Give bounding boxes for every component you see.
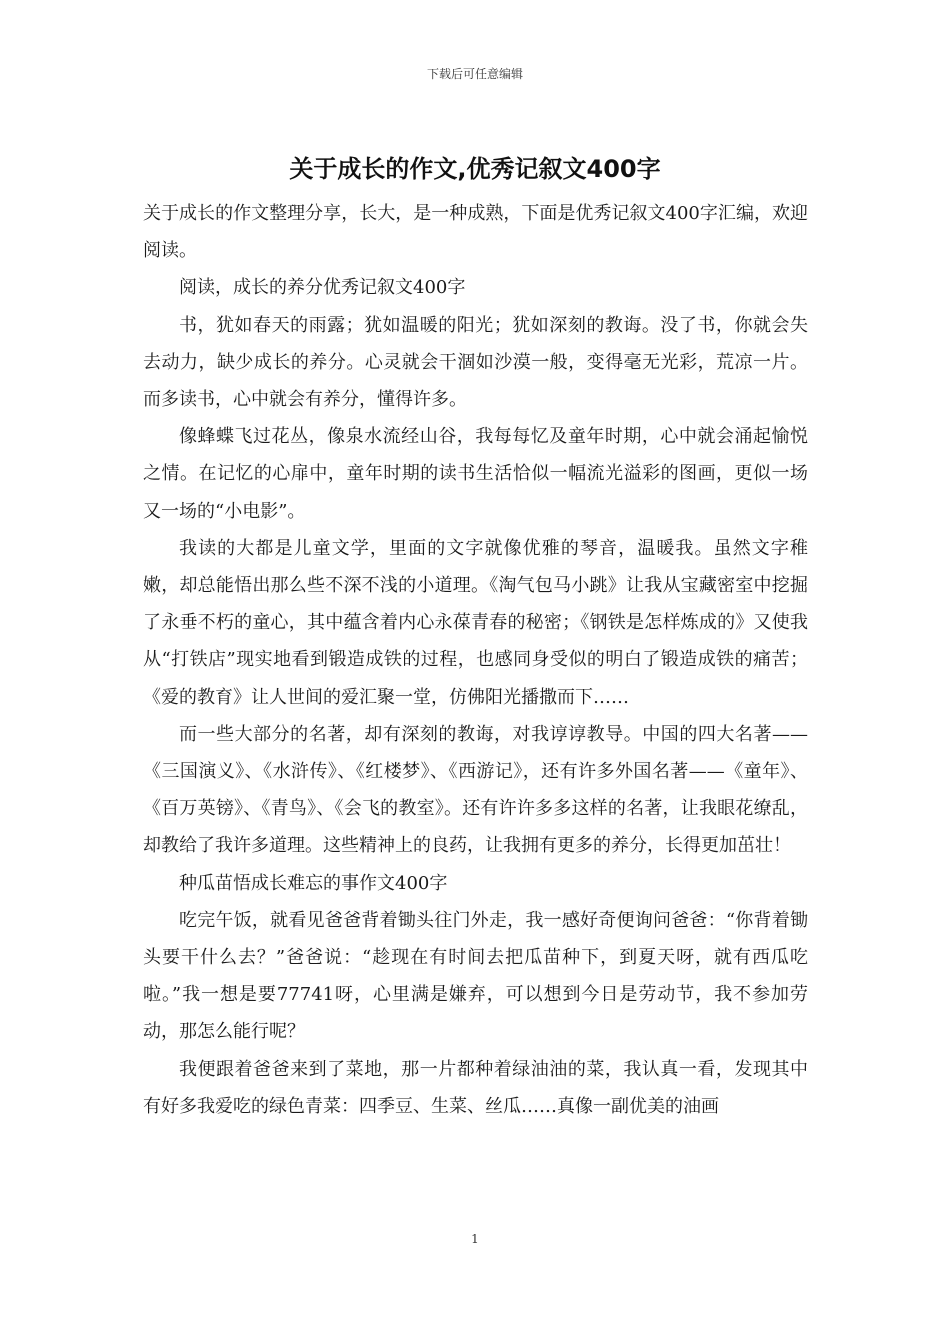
paragraph: 我读的大都是儿童文学，里面的文字就像优雅的琴音，温暖我。虽然文字稚嫩，却总能悟出那么些不深不浅的小道理。《淘气包马小跳》让我从宝藏密室中挖掘了永垂不朽的童心，其中蕴含着内心永葆青春的秘密；《钢铁是怎样炼成的》又使我从“打铁店”现实地看到锻造成铁的过程，也感同身受似的明白了锻造成铁的痛苦；《爱的教育》让人世间的爱汇聚一堂，仿佛阳光播撒而下…… (143, 537, 808, 708)
paragraph-subheading-reading: 阅读，成长的养分优秀记叙文400字 (179, 277, 466, 299)
paragraph: 我便跟着爸爸来到了菜地，那一片都种着绿油油的菜，我认真一看，发现其中有好多我爱吃的绿色青菜：四季豆、生菜、丝瓜……真像一副优美的油画 (143, 1058, 808, 1117)
paragraph: 而一些大部分的名著，却有深刻的教诲，对我谆谆教导。中国的四大名著——《三国演义》、《水浒传》、《红楼梦》、《西游记》，还有许多外国名著——《童年》、《百万英镑》、《青鸟》、《会飞的教室》。还有许许多多这样的名著，让我眼花缭乱，却教给了我许多道理。这些精神上的良药，让我拥有更多的养分，长得更加茁壮！ (143, 723, 808, 857)
paragraph-intro: 关于成长的作文整理分享，长大，是一种成熟，下面是优秀记叙文400字汇编，欢迎阅读。 (143, 203, 808, 262)
page-header: 下载后可任意编辑 (426, 67, 523, 81)
paragraph-subheading-melon: 种瓜苗悟成长难忘的事作文400字 (179, 872, 448, 894)
paragraph: 像蜂蝶飞过花丛，像泉水流经山谷，我每每忆及童年时期，心中就会涌起愉悦之情。在记忆的心扉中，童年时期的读书生活恰似一幅流光溢彩的图画，更似一场又一场的“小电影”。 (143, 426, 808, 522)
paragraph: 书，犹如春天的雨露；犹如温暖的阳光；犹如深刻的教诲。没了书，你就会失去动力，缺少成长的养分。心灵就会干涸如沙漠一般，变得毫无光彩，荒凉一片。而多读书，心中就会有养分，懂得许多。 (143, 314, 808, 411)
document-body (143, 195, 808, 1125)
document-title: 关于成长的作文,优秀记叙文400字 (289, 155, 661, 183)
paragraph: 吃完午饭，就看见爸爸背着锄头往门外走，我一感好奇便询问爸爸：“你背着锄头要干什么去？”爸爸说：“趁现在有时间去把瓜苗种下，到夏天呀，就有西瓜吃啦。”我一想是要77741呀，心里满是嫌弃，可以想到今日是劳动节，我不参加劳动，那怎么能行呢？ (143, 909, 808, 1043)
page-number: 1 (471, 1232, 479, 1246)
